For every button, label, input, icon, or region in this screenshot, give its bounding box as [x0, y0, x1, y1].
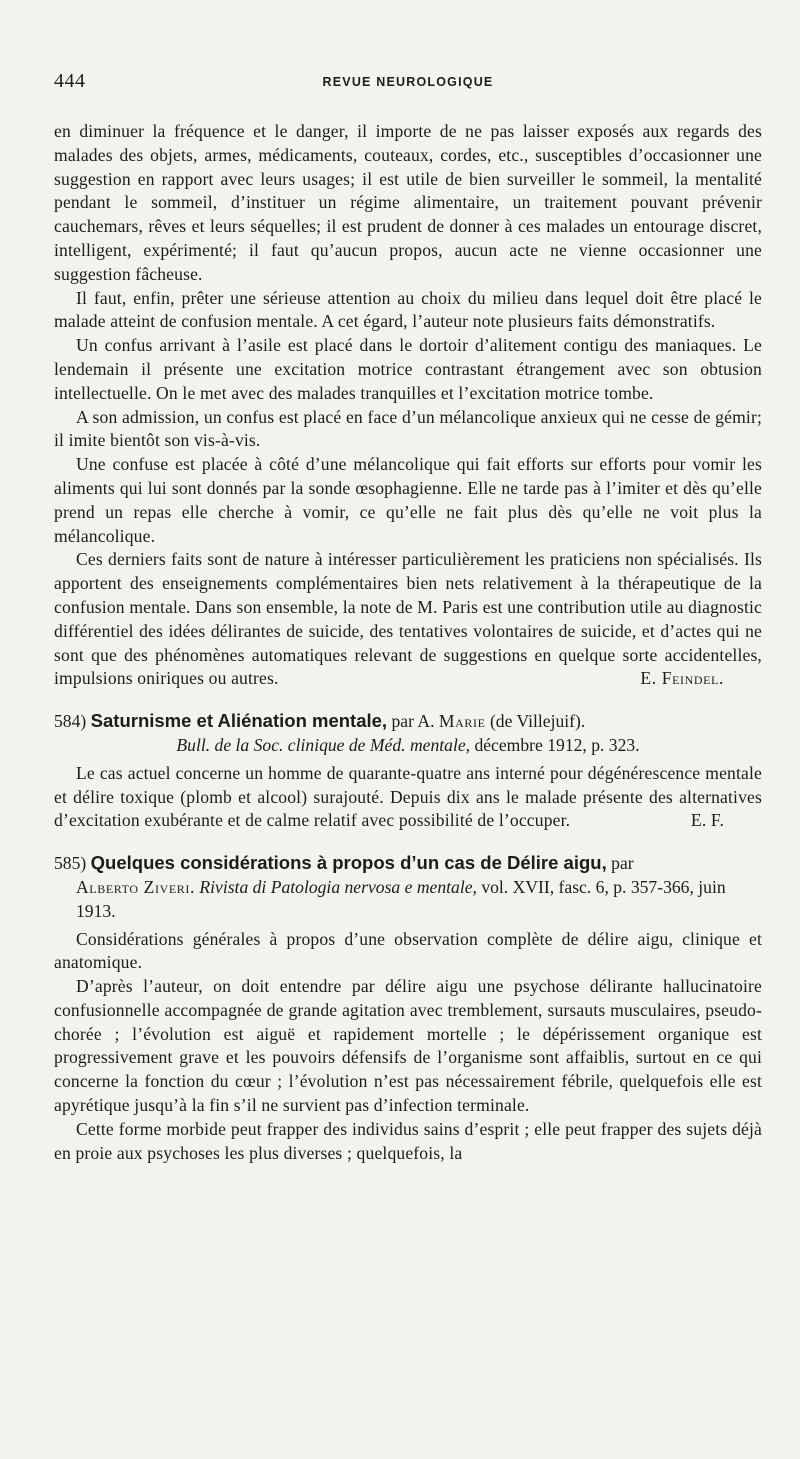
citation-line — [54, 734, 762, 758]
paragraph: A son admission, un confus est placé en face d’un mélancolique anxieux qui ne cesse de gémir; il imite bientôt son vis-à-vis. — [54, 406, 762, 451]
page — [54, 70, 762, 1165]
entry-author: Marie — [438, 711, 486, 732]
entry-heading — [54, 851, 762, 923]
review-signature: E. Feindel. — [640, 668, 724, 689]
citation-details: décembre 1912, p. 323. — [474, 734, 640, 755]
paragraph-with-signature — [54, 762, 762, 833]
paragraph-with-signature — [54, 548, 762, 691]
journal-name: Bull. de la Soc. clinique de Méd. mentale, — [176, 734, 471, 755]
entry-heading — [54, 709, 762, 758]
entry-585 — [54, 851, 762, 1165]
paragraph: en diminuer la fréquence et le danger, il importe de ne pas laisser exposés aux regards des malades des objets, armes, médicaments, couteaux, cordes, etc., susceptibles d’occasionner une suggestion en rapport avec leurs usages; il est utile de bien surveiller le sommeil, la mentalité pendant le sommeil, d’instituer un régime alimentaire, un traitement pouvant prévenir cauchemars, rêves et leurs séquelles; il est prudent de donner à ces malades un entourage discret, intelligent, expérimenté; il faut qu’aucun propos, aucun acte ne vienne occasionner une suggestion fâcheuse. — [54, 121, 762, 284]
entry-584 — [54, 709, 762, 833]
review-signature: E. F. — [690, 810, 724, 831]
journal-title: REVUE NEUROLOGIQUE — [322, 75, 494, 89]
review-continuation — [54, 120, 762, 691]
paragraph: Il faut, enfin, prêter une sérieuse attention au choix du milieu dans lequel doit être placé le malade atteint de confusion mentale. A cet égard, l’auteur note plusieurs faits démonstratifs. — [54, 287, 762, 332]
paragraph: Considérations générales à propos d’une observation complète de délire aigu, clinique et anatomique. — [54, 928, 762, 973]
paragraph: Un confus arrivant à l’asile est placé dans le dortoir d’alitement contigu des maniaques. Le lendemain il présente une excitation motrice contrastant étrangement avec son obtusion intellectuelle. On le met avec des malades tranquilles et l’excitation motrice tombe. — [54, 335, 762, 403]
page-number: 444 — [54, 70, 86, 92]
paragraph-text: Ces derniers faits sont de nature à intéresser particulièrement les praticiens non spécialisés. Ils apportent des enseignements complémentaires bien nets relativement à la thérapeutique de la confusion mentale. Dans son ensemble, la note de M. Paris est une contribution utile au diagnostic différentiel des idées délirantes de suicide, des tentatives volontaires de suicide, et d’actes qui ne sont que des phénomènes automatiques relevant de suggestions en quelque sorte accidentelles, impulsions oniriques ou autres. — [54, 549, 762, 689]
entry-title: Saturnisme et Aliénation mentale, — [90, 710, 388, 732]
citation-details: vol. XVII, fasc. 6, p. 357-366, juin 1913. — [76, 876, 726, 921]
running-head — [54, 70, 762, 96]
author-prefix: par — [611, 853, 634, 874]
entry-title: Quelques considérations à propos d’un cas de Délire aigu, — [90, 852, 607, 874]
author-prefix: par A. — [391, 711, 435, 732]
citation-line — [54, 876, 762, 924]
entry-author: Alberto Ziveri. — [76, 876, 195, 897]
paragraph-text: Le cas actuel concerne un homme de quarante-quatre ans interné pour dégénérescence mentale et délire toxique (plomb et alcool) surajouté. Depuis dix ans le malade présente des alternatives d’excitation exubérante et de calme relatif avec possibilité de l’occuper. — [54, 762, 762, 831]
paragraph: Une confuse est placée à côté d’une mélancolique qui fait efforts sur efforts pour vomir les aliments qui lui sont donnés par la sonde œsophagienne. Elle ne tarde pas à l’imiter et dès qu’elle prend un repas elle cherche à vomir, ce qu’elle ne fait plus dès qu’elle ne voit plus la mélancolique. — [54, 454, 762, 546]
author-affiliation: (de Villejuif). — [489, 711, 586, 732]
journal-name: Rivista di Patologia nervosa e mentale, — [199, 876, 477, 897]
paragraph: D’après l’auteur, on doit entendre par délire aigu une psychose délirante hallucinatoire confusionnelle accompagnée de grande agitation avec tremblement, sursauts musculaires, pseudo-chorée ; l’évolution est aiguë et rapidement mortelle ; le dépérissement organique est progressivement grave et les pouvoirs défensifs de l’organisme sont affaiblis, surtout en ce qui concerne la fonction du cœur ; l’évolution n’est pas nécessairement fébrile, quelquefois elle est apyrétique jusqu’à la fin s’il ne survient pas d’infection terminale. — [54, 976, 762, 1116]
entry-number: 585) — [54, 853, 87, 874]
paragraph: Cette forme morbide peut frapper des individus sains d’esprit ; elle peut frapper des sujets déjà en proie aux psychoses les plus diverses ; quelquefois, la — [54, 1118, 762, 1163]
entry-number: 584) — [54, 711, 87, 732]
